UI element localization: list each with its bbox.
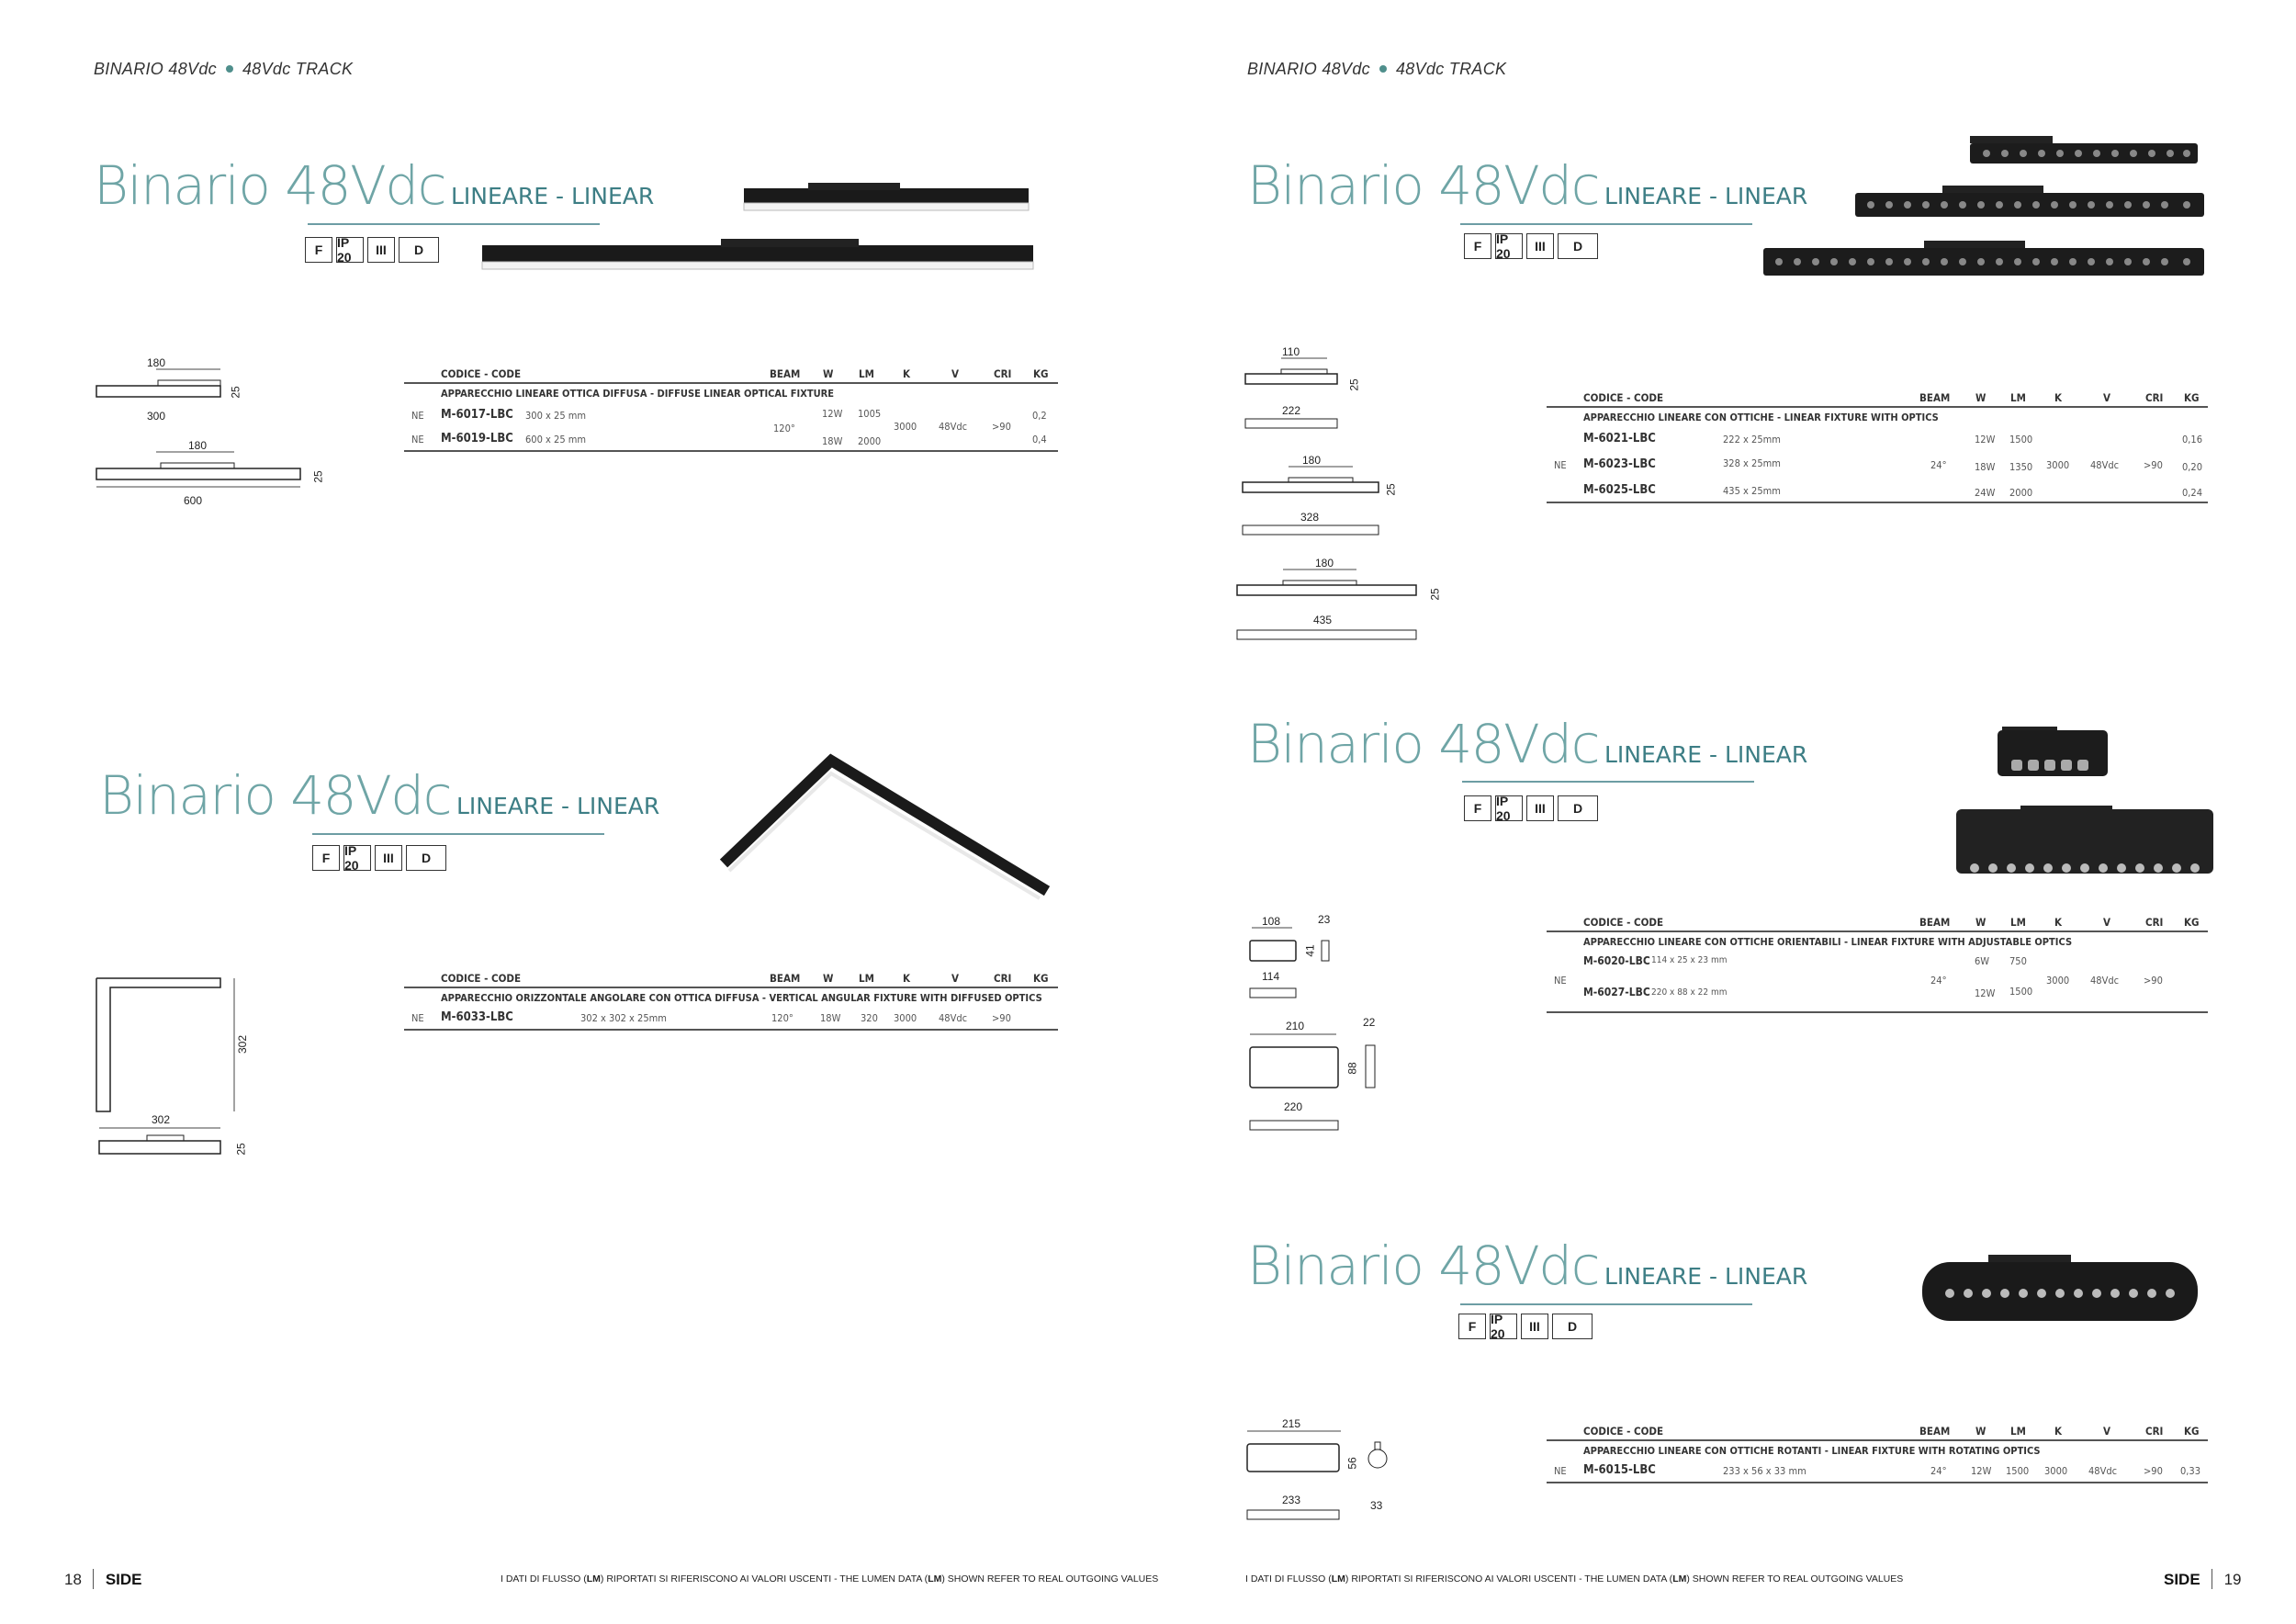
f-mark-icon: F bbox=[1464, 233, 1491, 259]
product-size: 233 x 56 x 33 mm bbox=[1723, 1465, 1806, 1477]
dim-drawing-220 bbox=[1244, 1032, 1391, 1133]
section-title bbox=[99, 764, 659, 827]
class-iii-icon: III bbox=[375, 845, 402, 871]
table-rule bbox=[404, 987, 1058, 988]
lumen: 2000 bbox=[858, 435, 882, 447]
col-v: V bbox=[2103, 1425, 2111, 1438]
col-code: CODICE - CODE bbox=[441, 367, 522, 380]
voltage: 48Vdc bbox=[939, 421, 968, 433]
beam: 120° bbox=[773, 423, 795, 434]
product-image-adjustable bbox=[1947, 721, 2223, 891]
table-rule bbox=[1547, 1011, 2208, 1013]
class-iii-icon: III bbox=[1521, 1314, 1548, 1339]
cert-icons bbox=[305, 237, 439, 263]
table-desc: APPARECCHIO LINEARE OTTICA DIFFUSA - DIFFUSE LINEAR OPTICAL FIXTURE bbox=[441, 388, 835, 400]
col-cri: CRI bbox=[2145, 916, 2164, 929]
table-rule bbox=[404, 1029, 1058, 1031]
table-rule bbox=[1547, 502, 2208, 503]
lumen: 1500 bbox=[2006, 1465, 2030, 1477]
kelvin: 3000 bbox=[2044, 1465, 2068, 1477]
dim-drawing-300 bbox=[92, 367, 248, 404]
kelvin: 3000 bbox=[894, 1012, 917, 1024]
dim-label: 33 bbox=[1370, 1499, 1383, 1512]
dim-label: 110 bbox=[1282, 345, 1300, 358]
table-rule bbox=[1547, 1439, 2208, 1441]
col-w: W bbox=[1975, 916, 1986, 929]
cri: >90 bbox=[992, 421, 1011, 433]
product-code: M-6027-LBC bbox=[1583, 986, 1650, 998]
cert-icons bbox=[1464, 795, 1598, 821]
title-underline bbox=[1460, 1303, 1752, 1305]
product-size: 300 x 25 mm bbox=[525, 410, 587, 422]
dim-label: 302 bbox=[152, 1113, 171, 1126]
col-k: K bbox=[903, 972, 911, 985]
dim-label: 210 bbox=[1286, 1020, 1305, 1032]
spec-table-2 bbox=[404, 968, 1061, 1032]
dim-label: 25 bbox=[1347, 378, 1361, 391]
kelvin: 3000 bbox=[2046, 975, 2070, 987]
f-mark-icon: F bbox=[1458, 1314, 1486, 1339]
title-underline bbox=[312, 833, 604, 835]
product-image-linear-diffuse bbox=[478, 179, 1038, 285]
dim-label: 302 bbox=[236, 1034, 250, 1054]
product-code: M-6017-LBC bbox=[441, 408, 513, 422]
product-image-angular bbox=[716, 753, 1065, 900]
dim-label: 215 bbox=[1282, 1417, 1301, 1430]
dim-label: 222 bbox=[1282, 404, 1301, 417]
title-sub: LINEARE - LINEAR bbox=[1604, 183, 1808, 209]
table-desc: APPARECCHIO ORIZZONTALE ANGOLARE CON OTTICA DIFFUSA - VERTICAL ANGULAR FIXTURE WITH DIFFUSED OPTICS bbox=[441, 992, 1042, 1004]
title-sub: LINEARE - LINEAR bbox=[1604, 1263, 1808, 1290]
col-cri: CRI bbox=[994, 972, 1012, 985]
product-size: 435 x 25mm bbox=[1723, 485, 1781, 497]
row-prefix: NE bbox=[1554, 459, 1567, 471]
col-beam: BEAM bbox=[1919, 391, 1951, 404]
watt: 12W bbox=[822, 408, 843, 420]
brand-name: SIDE bbox=[105, 1571, 142, 1588]
product-code: M-6033-LBC bbox=[441, 1010, 513, 1024]
table-rule bbox=[1547, 1482, 2208, 1483]
col-lm: LM bbox=[859, 367, 874, 380]
watt: 18W bbox=[822, 435, 843, 447]
col-kg: KG bbox=[1033, 972, 1049, 985]
header-tag-left: BINARIO 48Vdc bbox=[94, 60, 217, 78]
weight: 0,16 bbox=[2182, 434, 2203, 445]
watt: 18W bbox=[820, 1012, 841, 1024]
col-kg: KG bbox=[2184, 916, 2200, 929]
col-k: K bbox=[903, 367, 911, 380]
table-desc: APPARECCHIO LINEARE CON OTTICHE - LINEAR FIXTURE WITH OPTICS bbox=[1583, 412, 1939, 423]
beam: 24° bbox=[1930, 1465, 1947, 1477]
watt: 12W bbox=[1975, 434, 1996, 445]
brand-name: SIDE bbox=[2164, 1571, 2200, 1588]
col-k: K bbox=[2054, 1425, 2063, 1438]
spec-table-3 bbox=[1547, 388, 2208, 507]
dimmable-icon: D bbox=[399, 237, 439, 263]
f-mark-icon: F bbox=[1464, 795, 1491, 821]
dimmable-icon: D bbox=[1558, 795, 1598, 821]
col-code: CODICE - CODE bbox=[1583, 391, 1664, 404]
dim-label: 56 bbox=[1345, 1457, 1359, 1470]
dim-label: 25 bbox=[311, 470, 325, 483]
dim-label: 233 bbox=[1282, 1494, 1301, 1506]
title-sub: LINEARE - LINEAR bbox=[1604, 741, 1808, 768]
header-dot bbox=[226, 65, 233, 73]
col-beam: BEAM bbox=[1919, 916, 1951, 929]
ip20-icon: IP 20 bbox=[343, 845, 371, 871]
dim-label: 180 bbox=[147, 356, 166, 369]
table-rule bbox=[1547, 406, 2208, 408]
col-code: CODICE - CODE bbox=[1583, 916, 1664, 929]
title-sub: LINEARE - LINEAR bbox=[456, 793, 660, 819]
header-tag-left: BINARIO 48Vdc bbox=[1247, 60, 1370, 78]
dim-label: 600 bbox=[184, 494, 203, 507]
col-code: CODICE - CODE bbox=[1583, 1425, 1664, 1438]
title-main: Binario 48Vdc bbox=[1247, 713, 1599, 775]
lumen: 2000 bbox=[2009, 487, 2033, 499]
section-title bbox=[1247, 713, 1807, 775]
cert-icons bbox=[1464, 233, 1598, 259]
row-prefix: NE bbox=[1554, 1465, 1567, 1477]
page-number: 19 bbox=[2223, 1571, 2242, 1588]
note-lm: LM bbox=[1331, 1573, 1345, 1585]
weight: 0,2 bbox=[1032, 410, 1047, 422]
col-v: V bbox=[951, 972, 960, 985]
section-title bbox=[1247, 154, 1807, 217]
title-underline bbox=[1462, 781, 1754, 783]
lumen: 320 bbox=[861, 1012, 878, 1024]
dimmable-icon: D bbox=[1552, 1314, 1593, 1339]
lumen: 1005 bbox=[858, 408, 882, 420]
dim-label: 328 bbox=[1300, 511, 1320, 524]
row-prefix: NE bbox=[411, 1012, 424, 1024]
dim-label: 300 bbox=[147, 410, 166, 423]
ip20-icon: IP 20 bbox=[336, 237, 364, 263]
dimmable-icon: D bbox=[1558, 233, 1598, 259]
page-header-left bbox=[94, 60, 353, 79]
kelvin: 3000 bbox=[894, 421, 917, 433]
watt: 18W bbox=[1975, 461, 1996, 473]
note-part: I DATI DI FLUSSO ( bbox=[501, 1573, 587, 1585]
product-size: 222 x 25mm bbox=[1723, 434, 1781, 445]
footer-divider bbox=[93, 1569, 94, 1589]
dim-label: 25 bbox=[1384, 483, 1398, 496]
cert-icons bbox=[1458, 1314, 1593, 1339]
product-size: 302 x 302 x 25mm bbox=[580, 1012, 667, 1024]
header-dot bbox=[1379, 65, 1387, 73]
dim-drawing-435 bbox=[1232, 568, 1435, 646]
cri: >90 bbox=[2144, 459, 2163, 471]
col-w: W bbox=[1975, 391, 1986, 404]
dim-label: 435 bbox=[1313, 614, 1333, 626]
watt: 6W bbox=[1975, 955, 1990, 967]
col-kg: KG bbox=[2184, 1425, 2200, 1438]
spec-table-1 bbox=[404, 364, 1061, 456]
col-beam: BEAM bbox=[770, 367, 801, 380]
col-v: V bbox=[2103, 916, 2111, 929]
voltage: 48Vdc bbox=[2090, 975, 2120, 987]
cri: >90 bbox=[992, 1012, 1011, 1024]
col-code: CODICE - CODE bbox=[441, 972, 522, 985]
f-mark-icon: F bbox=[305, 237, 332, 263]
dimmable-icon: D bbox=[406, 845, 446, 871]
header-tag-right: 48Vdc TRACK bbox=[1395, 60, 1507, 78]
col-w: W bbox=[823, 972, 834, 985]
col-beam: BEAM bbox=[770, 972, 801, 985]
section-title bbox=[1247, 1235, 1807, 1297]
beam: 120° bbox=[771, 1012, 793, 1024]
weight: 0,4 bbox=[1032, 434, 1047, 445]
product-size: 220 x 88 x 22 mm bbox=[1651, 987, 1728, 998]
product-code: M-6025-LBC bbox=[1583, 483, 1656, 497]
header-tag-right: 48Vdc TRACK bbox=[242, 60, 354, 78]
kelvin: 3000 bbox=[2046, 459, 2070, 471]
weight: 0,20 bbox=[2182, 461, 2203, 473]
lumen: 1500 bbox=[2009, 434, 2033, 445]
table-rule bbox=[1547, 930, 2208, 932]
product-image-rotating bbox=[1915, 1249, 2209, 1350]
dim-label: 22 bbox=[1363, 1016, 1376, 1029]
col-v: V bbox=[951, 367, 960, 380]
col-lm: LM bbox=[2010, 916, 2026, 929]
footer-right bbox=[2164, 1569, 2242, 1589]
dim-label: 25 bbox=[1428, 588, 1442, 601]
title-underline bbox=[1460, 223, 1752, 225]
dim-drawing-angular bbox=[92, 974, 257, 1130]
watt: 12W bbox=[1975, 987, 1996, 999]
table-rule bbox=[404, 450, 1058, 452]
title-main: Binario 48Vdc bbox=[99, 764, 451, 827]
product-code: M-6015-LBC bbox=[1583, 1463, 1656, 1477]
col-lm: LM bbox=[2010, 391, 2026, 404]
lumen: 750 bbox=[2009, 955, 2027, 967]
beam: 24° bbox=[1930, 459, 1947, 471]
product-code: M-6023-LBC bbox=[1583, 457, 1656, 471]
product-size: 114 x 25 x 23 mm bbox=[1651, 955, 1728, 965]
note-lm: LM bbox=[586, 1573, 601, 1585]
col-k: K bbox=[2054, 916, 2063, 929]
col-cri: CRI bbox=[994, 367, 1012, 380]
col-lm: LM bbox=[2010, 1425, 2026, 1438]
voltage: 48Vdc bbox=[939, 1012, 968, 1024]
dim-label: 114 bbox=[1262, 970, 1280, 983]
product-code: M-6019-LBC bbox=[441, 432, 513, 445]
row-prefix: NE bbox=[1554, 975, 1567, 987]
dim-label: 41 bbox=[1303, 944, 1317, 957]
spec-table-4 bbox=[1547, 912, 2208, 1013]
col-k: K bbox=[2054, 391, 2063, 404]
ip20-icon: IP 20 bbox=[1495, 795, 1523, 821]
dim-drawing-222 bbox=[1240, 356, 1359, 434]
note-part: ) SHOWN REFER TO REAL OUTGOING VALUES bbox=[941, 1573, 1159, 1585]
col-cri: CRI bbox=[2145, 1425, 2164, 1438]
product-image-linear-optics bbox=[1759, 129, 2209, 294]
dim-drawing-angular-side bbox=[92, 1126, 239, 1163]
title-main: Binario 48Vdc bbox=[1247, 154, 1599, 217]
voltage: 48Vdc bbox=[2088, 1465, 2118, 1477]
dim-drawing-114 bbox=[1244, 926, 1345, 999]
col-kg: KG bbox=[2184, 391, 2200, 404]
class-iii-icon: III bbox=[1526, 795, 1554, 821]
dim-label: 180 bbox=[1315, 557, 1334, 570]
dim-drawing-600 bbox=[92, 450, 331, 491]
weight: 0,24 bbox=[2182, 487, 2203, 499]
dim-label: 25 bbox=[229, 386, 242, 399]
row-prefix: NE bbox=[411, 434, 424, 445]
cri: >90 bbox=[2144, 975, 2163, 987]
dim-label: 220 bbox=[1284, 1100, 1303, 1113]
dim-label: 180 bbox=[188, 439, 208, 452]
title-main: Binario 48Vdc bbox=[94, 154, 445, 217]
watt: 24W bbox=[1975, 487, 1996, 499]
f-mark-icon: F bbox=[312, 845, 340, 871]
voltage: 48Vdc bbox=[2090, 459, 2120, 471]
page-header-right bbox=[1247, 60, 1506, 79]
note-part: I DATI DI FLUSSO ( bbox=[1245, 1573, 1332, 1585]
dim-label: 108 bbox=[1262, 915, 1281, 928]
ip20-icon: IP 20 bbox=[1490, 1314, 1517, 1339]
class-iii-icon: III bbox=[367, 237, 395, 263]
product-code: M-6020-LBC bbox=[1583, 954, 1650, 967]
col-w: W bbox=[1975, 1425, 1986, 1438]
page-number: 18 bbox=[64, 1571, 82, 1588]
weight: 0,33 bbox=[2180, 1465, 2201, 1477]
table-rule bbox=[404, 382, 1058, 384]
row-prefix: NE bbox=[411, 410, 424, 422]
dim-label: 23 bbox=[1318, 913, 1331, 926]
lumen: 1350 bbox=[2009, 461, 2033, 473]
footer-left bbox=[64, 1569, 142, 1589]
note-lm: LM bbox=[1672, 1573, 1687, 1585]
title-main: Binario 48Vdc bbox=[1247, 1235, 1599, 1297]
dim-label: 25 bbox=[234, 1143, 248, 1156]
footer-note-left bbox=[501, 1573, 1158, 1585]
dim-drawing-328 bbox=[1238, 465, 1394, 538]
note-lm: LM bbox=[928, 1573, 942, 1585]
product-size: 328 x 25mm bbox=[1723, 457, 1781, 469]
spec-table-5 bbox=[1547, 1421, 2208, 1485]
note-part: ) RIPORTATI SI RIFERISCONO AI VALORI USCENTI - THE LUMEN DATA ( bbox=[600, 1573, 929, 1585]
cri: >90 bbox=[2144, 1465, 2163, 1477]
col-w: W bbox=[823, 367, 834, 380]
ip20-icon: IP 20 bbox=[1495, 233, 1523, 259]
col-cri: CRI bbox=[2145, 391, 2164, 404]
lumen: 1500 bbox=[2009, 986, 2033, 998]
note-part: ) RIPORTATI SI RIFERISCONO AI VALORI USCENTI - THE LUMEN DATA ( bbox=[1345, 1573, 1673, 1585]
col-beam: BEAM bbox=[1919, 1425, 1951, 1438]
table-desc: APPARECCHIO LINEARE CON OTTICHE ROTANTI - LINEAR FIXTURE WITH ROTATING OPTICS bbox=[1583, 1445, 2041, 1457]
product-code: M-6021-LBC bbox=[1583, 432, 1656, 445]
cert-icons bbox=[312, 845, 446, 871]
dim-label: 180 bbox=[1302, 454, 1322, 467]
col-lm: LM bbox=[859, 972, 874, 985]
dim-label: 88 bbox=[1345, 1062, 1359, 1075]
beam: 24° bbox=[1930, 975, 1947, 987]
title-sub: LINEARE - LINEAR bbox=[450, 183, 655, 209]
product-size: 600 x 25 mm bbox=[525, 434, 587, 445]
class-iii-icon: III bbox=[1526, 233, 1554, 259]
note-part: ) SHOWN REFER TO REAL OUTGOING VALUES bbox=[1686, 1573, 1904, 1585]
table-desc: APPARECCHIO LINEARE CON OTTICHE ORIENTABILI - LINEAR FIXTURE WITH ADJUSTABLE OPTICS bbox=[1583, 936, 2073, 948]
footer-note-right bbox=[1245, 1573, 1903, 1585]
watt: 12W bbox=[1971, 1465, 1992, 1477]
col-v: V bbox=[2103, 391, 2111, 404]
col-kg: KG bbox=[1033, 367, 1049, 380]
